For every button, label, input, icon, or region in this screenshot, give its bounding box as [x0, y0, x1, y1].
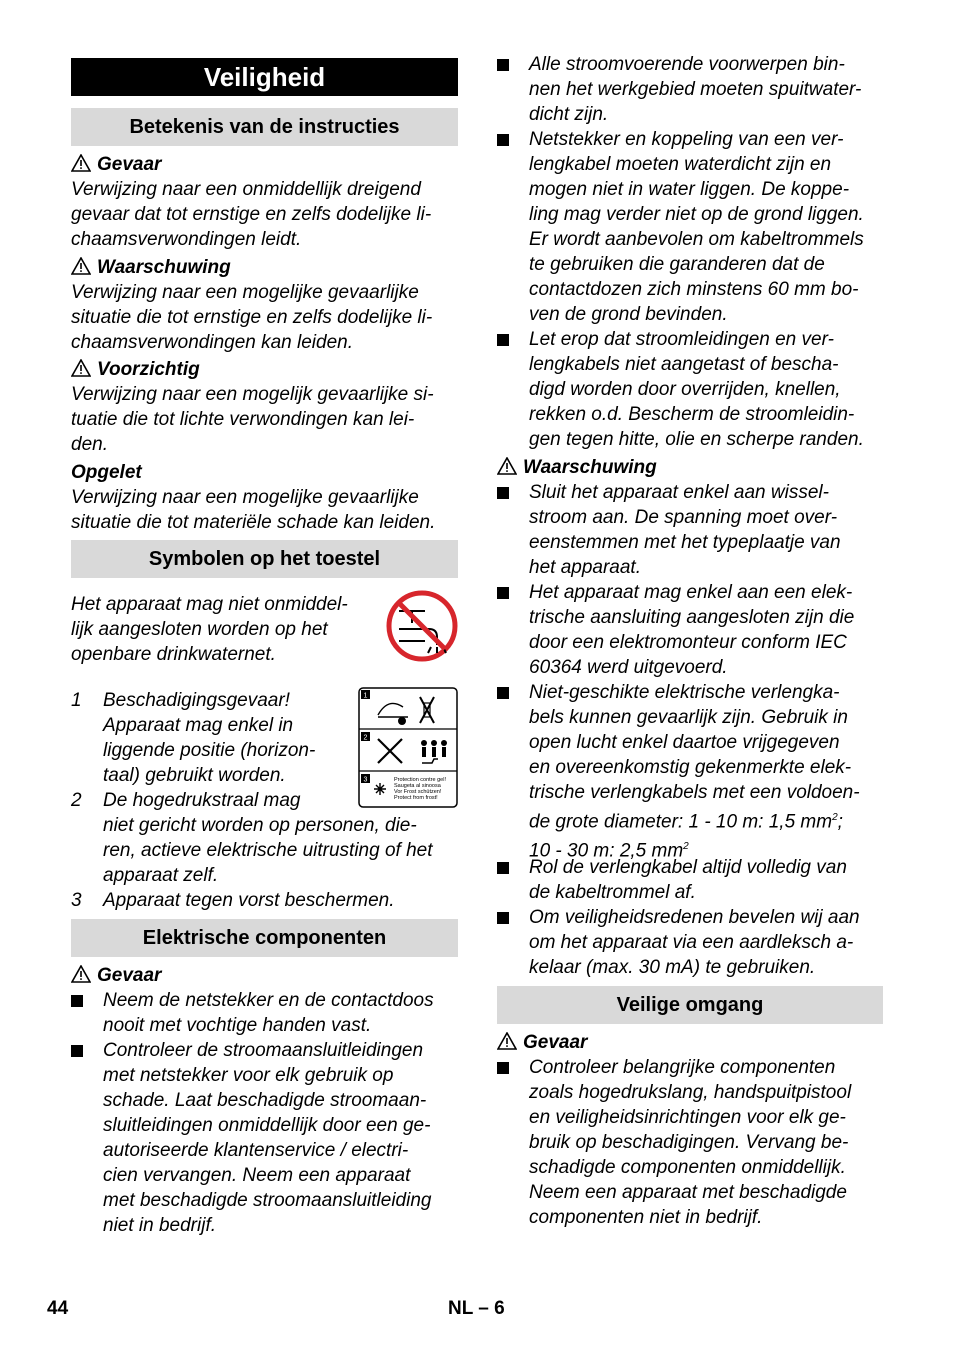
- warning-triangle-icon: [71, 154, 91, 172]
- right-bullet-6: Niet-geschikte elektrische verlengka- bels kunnen gevaarlijk zijn. Gebruik in open lucht enkel daartoe vrijgegeven en overeenkomstig gekenmerkte elek- trische verlengkabels met een voldoen- de grote diameter: 1 - 10 m: 1,5 $mm^2$; 10 - 30 m: 2,5 $mm^2$: [529, 682, 860, 862]
- right-bullet-4: Sluit het apparaat enkel aan wissel- stroom aan. De spanning moet over- eenstemmen met het typeplaatje van het apparaat.: [529, 482, 841, 578]
- footer-lang-page: NL – 6: [448, 1298, 505, 1319]
- electrical-bullet-2: Controleer de stroomaansluitleidingen met netstekker voor elk gebruik op schade. Laat beschadigde stroomaan- sluitleidingen onmiddellijk door een ge- autoriseerde klantenservice / electri- cien vervangen. Neem een apparaat met beschadigde stroomaansluitleiding niet in bedrijf.: [103, 1040, 432, 1236]
- label-number-3: 3: [363, 776, 368, 784]
- bullet-square: [497, 912, 509, 924]
- bullet-square: [497, 1062, 509, 1074]
- electrical-danger-label: Gevaar: [71, 963, 161, 988]
- item-number-3: 3: [71, 890, 82, 911]
- right-bullet-3: Let erop dat stroomleidingen en ver- lengkabels niet aangetast of bescha- digd worden door overrijden, knellen, rekken o.d. Bescherm de stroomleidin- gen tegen hitte, olie en scherpe randen.: [529, 329, 864, 450]
- item-number-2: 2: [71, 790, 82, 811]
- drinkwater-text: Het apparaat mag niet onmiddel- lijk aangesloten worden op het openbare drinkwaternet.: [71, 594, 348, 665]
- warning-description: Verwijzing naar een mogelijke gevaarlijke situatie die tot ernstige en zelfs dodelijke li- chaamsverwondingen kan leiden.: [71, 282, 433, 353]
- label-number-2: 2: [363, 734, 368, 742]
- section-heading-handling: Veilige omgang: [497, 986, 883, 1024]
- right-bullet-5: Het apparaat mag enkel aan een elek- trische aansluiting aangesloten zijn die door een elektromonteur conform IEC 60364 werd uitgevoerd.: [529, 582, 855, 678]
- notice-label: Opgelet: [71, 462, 142, 483]
- symbol-item-2: De hogedrukstraal mag niet gericht worden op personen, die- ren, actieve elektrische uitrusting of het apparaat zelf.: [103, 790, 433, 886]
- right-bullet-8: Om veiligheidsredenen bevelen wij aan om het apparaat via een aardleksch a- kelaar (max. 30 mA) te gebruiken.: [529, 907, 860, 978]
- bullet-square: [497, 587, 509, 599]
- section-heading-symbols: Symbolen op het toestel: [71, 540, 458, 578]
- warning-triangle-icon: [497, 1032, 517, 1050]
- danger-label: Gevaar: [71, 152, 161, 177]
- bullet-square: [497, 487, 509, 499]
- handling-bullet-1: Controleer belangrijke componenten zoals hogedrukslang, handspuitpistool en veiligheidsinrichtingen voor elk ge- bruik op beschadigingen. Vervang be- schadigde componenten onmiddellijk. Neem een apparaat met beschadigde componenten niet in bedrijf.: [529, 1057, 852, 1228]
- page-number: 44: [47, 1298, 69, 1319]
- warning-triangle-icon: [71, 257, 91, 275]
- frost-text-1: Protection contre gel!: [394, 777, 446, 783]
- warning-triangle-icon: [497, 457, 517, 475]
- handling-danger-label: Gevaar: [497, 1030, 587, 1055]
- section-heading-electrical: Elektrische componenten: [71, 919, 458, 957]
- danger-description: Verwijzing naar een onmiddellijk dreigend gevaar dat tot ernstige en zelfs dodelijke li- chaamsverwondingen leidt.: [71, 179, 432, 250]
- warning-label: Waarschuwing: [71, 255, 231, 280]
- label-number-1: 1: [363, 692, 368, 700]
- frost-text-2: Saugeta al sinoosa: [394, 783, 441, 789]
- symbol-item-3: Apparaat tegen vorst beschermen.: [103, 890, 395, 911]
- warning-triangle-icon: [71, 965, 91, 983]
- bullet-square: [497, 687, 509, 699]
- frost-text-4: Protect from frost!: [394, 795, 438, 801]
- symbol-item-1: Beschadigingsgevaar! Apparaat mag enkel in liggende positie (horizon- taal) gebruikt worden.: [103, 690, 316, 786]
- page-title: Veiligheid: [71, 58, 458, 96]
- bullet-square: [497, 59, 509, 71]
- caution-label: Voorzichtig: [71, 357, 200, 382]
- no-drinking-water-connection-icon: [385, 589, 459, 663]
- right-bullet-2: Netstekker en koppeling van een ver- lengkabel moeten waterdicht zijn en mogen niet in water liggen. De koppe- ling mag verder niet op de grond liggen. Er wordt aanbevolen om kabeltrommels te gebruiken die garanderen dat de contactdozen zich minstens 60 mm bo- ven de grond bevinden.: [529, 129, 864, 325]
- bullet-square: [71, 1045, 83, 1057]
- right-bullet-7: Rol de verlengkabel altijd volledig van de kabeltrommel af.: [529, 857, 847, 903]
- electrical-bullet-1: Neem de netstekker en de contactdoos nooit met vochtige handen vast.: [103, 990, 434, 1036]
- section-heading-instructions: Betekenis van de instructies: [71, 108, 458, 146]
- frost-text-3: Vor Frost schützen!: [394, 789, 442, 795]
- caution-description: Verwijzing naar een mogelijk gevaarlijke si- tuatie die tot lichte verwondingen kan lei- den.: [71, 384, 434, 455]
- right-warning-label: Waarschuwing: [497, 455, 657, 480]
- bullet-square: [71, 995, 83, 1007]
- notice-description: Verwijzing naar een mogelijke gevaarlijke situatie die tot materiële schade kan leiden.: [71, 487, 436, 533]
- item-number-1: 1: [71, 690, 82, 711]
- bullet-square: [497, 334, 509, 346]
- bullet-square: [497, 862, 509, 874]
- right-bullet-1: Alle stroomvoerende voorwerpen bin- nen het werkgebied moeten spuitwater- dicht zijn.: [529, 54, 862, 125]
- warning-triangle-icon: [71, 359, 91, 377]
- bullet-square: [497, 134, 509, 146]
